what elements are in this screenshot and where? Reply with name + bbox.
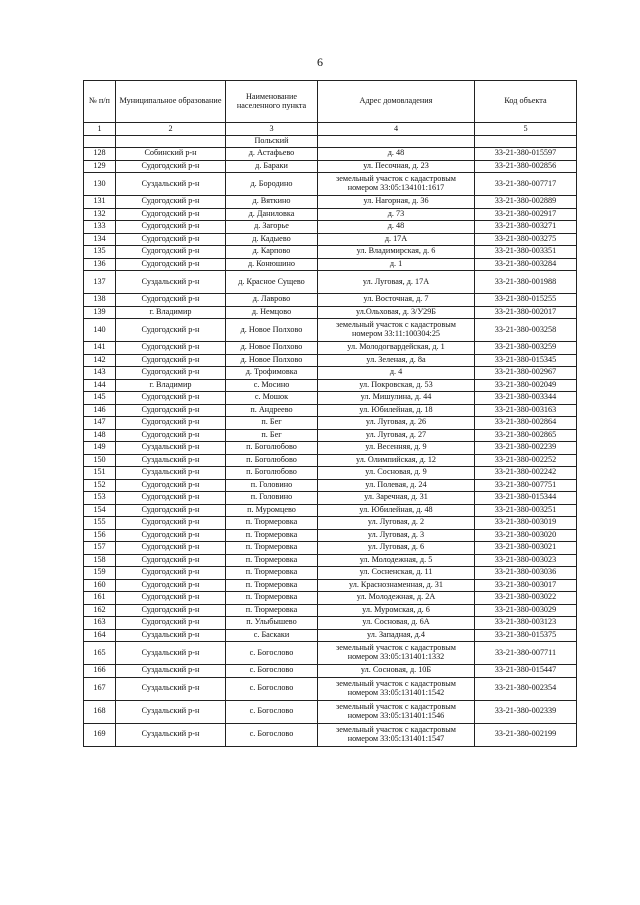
cell-address: ул. Зеленая, д. 8а	[318, 354, 475, 367]
cell-code: 33-21-380-003271	[475, 221, 577, 234]
table-row	[84, 617, 577, 630]
header-municipality: Муниципальное образование	[116, 81, 226, 123]
cell-municipality: Судогодский р-н	[116, 294, 226, 307]
cell-settlement: д. Конюшино	[226, 258, 318, 271]
cell-code: 33-21-380-003023	[475, 554, 577, 567]
cell-num: 146	[84, 404, 116, 417]
cell-num: 134	[84, 233, 116, 246]
table-row	[84, 221, 577, 234]
table-row	[84, 579, 577, 592]
cell-num: 149	[84, 442, 116, 455]
cell-code: 33-21-380-002889	[475, 196, 577, 209]
cell-num: 151	[84, 467, 116, 480]
cell-settlement: с. Мошок	[226, 392, 318, 405]
cell-municipality: Судогодский р-н	[116, 579, 226, 592]
cell-settlement: с. Баскаки	[226, 629, 318, 642]
table-row	[84, 542, 577, 555]
cell-num: 131	[84, 196, 116, 209]
cell-municipality: г. Владимир	[116, 306, 226, 319]
cell-num: 150	[84, 454, 116, 467]
table-row	[84, 504, 577, 517]
cell-municipality: Судогодский р-н	[116, 567, 226, 580]
table-row	[84, 665, 577, 678]
column-index-row	[84, 123, 577, 136]
cell-num: 144	[84, 379, 116, 392]
cell-code: 33-21-380-003021	[475, 542, 577, 555]
header-address: Адрес домовладения	[318, 81, 475, 123]
table-row	[84, 417, 577, 430]
cell-code: 33-21-380-007717	[475, 173, 577, 196]
cell-address: ул. Луговая, д. 6	[318, 542, 475, 555]
cell-settlement: п. Улыбышево	[226, 617, 318, 630]
cell-municipality: Суздальский р-н	[116, 723, 226, 746]
cell-municipality: Судогодский р-н	[116, 319, 226, 342]
cell-num: 155	[84, 517, 116, 530]
cell-code: 33-21-380-003017	[475, 579, 577, 592]
cell-settlement: Польский	[226, 136, 318, 148]
cell-code: 33-21-380-003123	[475, 617, 577, 630]
table-row	[84, 173, 577, 196]
cell-address: ул. Сосновая, д. 10Б	[318, 665, 475, 678]
column-index: 2	[116, 123, 226, 136]
table-row	[84, 404, 577, 417]
cell-municipality: Собинский р-н	[116, 148, 226, 161]
column-index: 5	[475, 123, 577, 136]
objects-table	[83, 80, 577, 747]
cell-municipality: Судогодский р-н	[116, 208, 226, 221]
cell-settlement: с. Богослово	[226, 700, 318, 723]
cell-num: 163	[84, 617, 116, 630]
cell-code: 33-21-380-003029	[475, 604, 577, 617]
cell-address: ул. Луговая, д. 27	[318, 429, 475, 442]
cell-num: 142	[84, 354, 116, 367]
table-row	[84, 467, 577, 480]
cell-num: 132	[84, 208, 116, 221]
cell-municipality: Судогодский р-н	[116, 354, 226, 367]
cell-address: ул. Краснознаменная, д. 31	[318, 579, 475, 592]
cell-num: 147	[84, 417, 116, 430]
cell-code: 33-21-380-003284	[475, 258, 577, 271]
cell-num: 165	[84, 642, 116, 665]
cell-address: земельный участок с кадастровым номером 33:05:131401:1332	[318, 642, 475, 665]
table-row	[84, 442, 577, 455]
cell-num: 154	[84, 504, 116, 517]
cell-num: 164	[84, 629, 116, 642]
cell-settlement: д. Трофимовка	[226, 367, 318, 380]
table-row	[84, 233, 577, 246]
cell-municipality: Судогодский р-н	[116, 160, 226, 173]
cell-num: 156	[84, 529, 116, 542]
cell-num: 135	[84, 246, 116, 259]
cell-address: ул. Владимирская, д. 6	[318, 246, 475, 259]
cell-address: ул. Сосновая, д. 6А	[318, 617, 475, 630]
table-row	[84, 258, 577, 271]
cell-address: ул. Заречная, д. 31	[318, 492, 475, 505]
cell-num: 143	[84, 367, 116, 380]
cell-address: ул. Юбилейная, д. 48	[318, 504, 475, 517]
cell-num: 140	[84, 319, 116, 342]
cell-settlement: п. Тюрмеровка	[226, 604, 318, 617]
cell-num: 130	[84, 173, 116, 196]
table-row	[84, 196, 577, 209]
cell-num: 169	[84, 723, 116, 746]
cell-settlement: с. Богослово	[226, 677, 318, 700]
column-index: 4	[318, 123, 475, 136]
header-code: Код объекта	[475, 81, 577, 123]
cell-settlement: с. Богослово	[226, 665, 318, 678]
cell-num: 141	[84, 342, 116, 355]
cell-num: 166	[84, 665, 116, 678]
cell-settlement: с. Богослово	[226, 642, 318, 665]
table-row	[84, 319, 577, 342]
cell-address: ул. Сосненская, д. 11	[318, 567, 475, 580]
cell-num: 153	[84, 492, 116, 505]
cell-num: 167	[84, 677, 116, 700]
table-row	[84, 517, 577, 530]
table-row	[84, 629, 577, 642]
page-number: 6	[317, 55, 323, 69]
cell-code: 33-21-380-003036	[475, 567, 577, 580]
cell-code: 33-21-380-003020	[475, 529, 577, 542]
cell-code: 33-21-380-015255	[475, 294, 577, 307]
cell-municipality: Судогодский р-н	[116, 258, 226, 271]
cell-settlement: д. Новое Полхово	[226, 319, 318, 342]
cell-settlement: д. Вяткино	[226, 196, 318, 209]
cell-settlement: п. Бег	[226, 417, 318, 430]
cell-num: 133	[84, 221, 116, 234]
cell-code: 33-21-380-015375	[475, 629, 577, 642]
table-row	[84, 306, 577, 319]
table-row	[84, 367, 577, 380]
cell-num: 162	[84, 604, 116, 617]
cell-address: д. 17А	[318, 233, 475, 246]
cell-code: 33-21-380-015447	[475, 665, 577, 678]
cell-settlement: д. Лаврово	[226, 294, 318, 307]
cell-settlement: д. Немцово	[226, 306, 318, 319]
cell-num: 136	[84, 258, 116, 271]
cell-code: 33-21-380-003163	[475, 404, 577, 417]
cell-settlement: п. Бег	[226, 429, 318, 442]
cell-settlement: п. Тюрмеровка	[226, 592, 318, 605]
cell-municipality: Судогодский р-н	[116, 404, 226, 417]
cell-code: 33-21-380-015344	[475, 492, 577, 505]
cell-municipality: г. Владимир	[116, 379, 226, 392]
cell-num: 159	[84, 567, 116, 580]
cell-municipality: Судогодский р-н	[116, 246, 226, 259]
column-index: 3	[226, 123, 318, 136]
cell-address: ул. Западная, д.4	[318, 629, 475, 642]
cell-settlement: д. Астафьево	[226, 148, 318, 161]
table-row	[84, 148, 577, 161]
table-row	[84, 208, 577, 221]
cell-code: 33-21-380-002856	[475, 160, 577, 173]
table-row	[84, 700, 577, 723]
column-index: 1	[84, 123, 116, 136]
cell-code: 33-21-380-002239	[475, 442, 577, 455]
cell-address: ул. Юбилейная, д. 18	[318, 404, 475, 417]
cell-municipality: Суздальский р-н	[116, 700, 226, 723]
cell-municipality: Судогодский р-н	[116, 504, 226, 517]
table-row	[84, 246, 577, 259]
cell-address: ул. Луговая, д. 2	[318, 517, 475, 530]
cell-code: 33-21-380-003019	[475, 517, 577, 530]
cell-address: д. 4	[318, 367, 475, 380]
cell-code: 33-21-380-002049	[475, 379, 577, 392]
cell-num: 152	[84, 479, 116, 492]
cell-address: ул. Молодежная, д. 2А	[318, 592, 475, 605]
cell-settlement: д. Карпово	[226, 246, 318, 259]
cell-settlement: п. Андреево	[226, 404, 318, 417]
cell-num: 160	[84, 579, 116, 592]
cell-settlement: д. Новое Полхово	[226, 342, 318, 355]
table-row	[84, 529, 577, 542]
cell-code: 33-21-380-002252	[475, 454, 577, 467]
cell-municipality: Суздальский р-н	[116, 442, 226, 455]
cell-municipality: Суздальский р-н	[116, 629, 226, 642]
cell-code: 33-21-380-015597	[475, 148, 577, 161]
cell-settlement: д. Кадыево	[226, 233, 318, 246]
cell-num: 129	[84, 160, 116, 173]
cell-address: земельный участок с кадастровым номером 33:11:100304:25	[318, 319, 475, 342]
cell-settlement: п. Боголюбово	[226, 454, 318, 467]
cell-municipality: Суздальский р-н	[116, 665, 226, 678]
cell-municipality: Суздальский р-н	[116, 454, 226, 467]
cell-code: 33-21-380-002339	[475, 700, 577, 723]
cell-municipality: Судогодский р-н	[116, 592, 226, 605]
cell-code	[475, 136, 577, 148]
cell-municipality: Судогодский р-н	[116, 196, 226, 209]
table-row	[84, 479, 577, 492]
cell-code: 33-21-380-002865	[475, 429, 577, 442]
cell-address: ул. Сосновая, д. 9	[318, 467, 475, 480]
cell-address: д. 48	[318, 148, 475, 161]
cell-municipality: Судогодский р-н	[116, 517, 226, 530]
cell-settlement: п. Тюрмеровка	[226, 517, 318, 530]
table-row	[84, 342, 577, 355]
table-row	[84, 723, 577, 746]
cell-num: 138	[84, 294, 116, 307]
cell-address: ул. Песочная, д. 23	[318, 160, 475, 173]
cell-municipality: Судогодский р-н	[116, 617, 226, 630]
cell-municipality: Судогодский р-н	[116, 417, 226, 430]
cell-settlement: п. Тюрмеровка	[226, 567, 318, 580]
cell-settlement: д. Новое Полхово	[226, 354, 318, 367]
cell-municipality: Судогодский р-н	[116, 554, 226, 567]
table-body	[84, 136, 577, 747]
table-row	[84, 454, 577, 467]
cell-code: 33-21-380-015345	[475, 354, 577, 367]
table-row	[84, 271, 577, 294]
cell-municipality: Судогодский р-н	[116, 542, 226, 555]
cell-address: ул. Мишулина, д. 44	[318, 392, 475, 405]
cell-address: ул. Олимпийская, д. 12	[318, 454, 475, 467]
cell-num: 161	[84, 592, 116, 605]
header-num: № п/п	[84, 81, 116, 123]
table-row	[84, 604, 577, 617]
cell-code: 33-21-380-002864	[475, 417, 577, 430]
cell-settlement: п. Головино	[226, 479, 318, 492]
cell-address: ул. Покровская, д. 53	[318, 379, 475, 392]
cell-num: 128	[84, 148, 116, 161]
cell-settlement: д. Даниловка	[226, 208, 318, 221]
cell-settlement: п. Тюрмеровка	[226, 554, 318, 567]
table-row	[84, 642, 577, 665]
cell-num: 158	[84, 554, 116, 567]
cell-address: ул.Ольховая, д. 3/У29Б	[318, 306, 475, 319]
cell-address: земельный участок с кадастровым номером 33:05:131401:1546	[318, 700, 475, 723]
cell-municipality: Судогодский р-н	[116, 479, 226, 492]
cell-num: 148	[84, 429, 116, 442]
cell-address: ул. Луговая, д. 17А	[318, 271, 475, 294]
cell-municipality: Судогодский р-н	[116, 233, 226, 246]
cell-municipality: Судогодский р-н	[116, 492, 226, 505]
cell-municipality: Судогодский р-н	[116, 392, 226, 405]
cell-municipality: Судогодский р-н	[116, 529, 226, 542]
cell-settlement: д. Загорье	[226, 221, 318, 234]
cell-code: 33-21-380-002199	[475, 723, 577, 746]
cell-address: ул. Молодогвардейская, д. 1	[318, 342, 475, 355]
cell-code: 33-21-380-002917	[475, 208, 577, 221]
cell-municipality: Судогодский р-н	[116, 221, 226, 234]
cell-settlement: с. Мосино	[226, 379, 318, 392]
cell-address: ул. Молодежная, д. 5	[318, 554, 475, 567]
table-row	[84, 294, 577, 307]
cell-code: 33-21-380-002354	[475, 677, 577, 700]
cell-code: 33-21-380-003275	[475, 233, 577, 246]
cell-municipality: Суздальский р-н	[116, 467, 226, 480]
cell-address: д. 1	[318, 258, 475, 271]
cell-municipality: Суздальский р-н	[116, 642, 226, 665]
cell-address: ул. Луговая, д. 3	[318, 529, 475, 542]
cell-num: 137	[84, 271, 116, 294]
cell-settlement: д. Бараки	[226, 160, 318, 173]
cell-settlement: п. Тюрмеровка	[226, 542, 318, 555]
cell-address: земельный участок с кадастровым номером 33:05:131401:1547	[318, 723, 475, 746]
cell-code: 33-21-380-007751	[475, 479, 577, 492]
cell-settlement: п. Тюрмеровка	[226, 529, 318, 542]
cell-code: 33-21-380-002967	[475, 367, 577, 380]
cell-num: 157	[84, 542, 116, 555]
table-row	[84, 554, 577, 567]
table-row	[84, 429, 577, 442]
cell-code: 33-21-380-003259	[475, 342, 577, 355]
cell-municipality: Суздальский р-н	[116, 677, 226, 700]
cell-num: 145	[84, 392, 116, 405]
cell-municipality: Судогодский р-н	[116, 367, 226, 380]
table-row	[84, 492, 577, 505]
cell-address: ул. Луговая, д. 26	[318, 417, 475, 430]
cell-address: земельный участок с кадастровым номером 33:05:131401:1542	[318, 677, 475, 700]
cell-code: 33-21-380-002242	[475, 467, 577, 480]
cell-settlement: п. Муромцево	[226, 504, 318, 517]
cell-address: ул. Весенняя, д. 9	[318, 442, 475, 455]
cell-code: 33-21-380-003344	[475, 392, 577, 405]
cell-settlement: п. Головино	[226, 492, 318, 505]
table-row	[84, 379, 577, 392]
cell-municipality: Суздальский р-н	[116, 173, 226, 196]
cell-code: 33-21-380-003251	[475, 504, 577, 517]
cell-address: ул. Восточная, д. 7	[318, 294, 475, 307]
table-row	[84, 677, 577, 700]
cell-municipality: Суздальский р-н	[116, 271, 226, 294]
cell-address: ул. Полевая, д. 24	[318, 479, 475, 492]
cell-code: 33-21-380-007711	[475, 642, 577, 665]
cell-settlement: с. Богослово	[226, 723, 318, 746]
continuation-row	[84, 136, 577, 148]
cell-municipality: Судогодский р-н	[116, 429, 226, 442]
cell-num: 139	[84, 306, 116, 319]
table-row	[84, 592, 577, 605]
cell-settlement: д. Красное Сущево	[226, 271, 318, 294]
cell-municipality	[116, 136, 226, 148]
cell-municipality: Судогодский р-н	[116, 342, 226, 355]
cell-municipality: Судогодский р-н	[116, 604, 226, 617]
cell-code: 33-21-380-001988	[475, 271, 577, 294]
cell-settlement: п. Тюрмеровка	[226, 579, 318, 592]
cell-code: 33-21-380-003351	[475, 246, 577, 259]
header-settlement: Наименование населенного пункта	[226, 81, 318, 123]
table-header-row	[84, 81, 577, 123]
cell-address: ул. Муромская, д. 6	[318, 604, 475, 617]
cell-address: земельный участок с кадастровым номером 33:05:134101:1617	[318, 173, 475, 196]
table-row	[84, 354, 577, 367]
cell-address: д. 73	[318, 208, 475, 221]
cell-num: 168	[84, 700, 116, 723]
cell-settlement: п. Боголюбово	[226, 467, 318, 480]
table-row	[84, 160, 577, 173]
cell-code: 33-21-380-003022	[475, 592, 577, 605]
cell-settlement: п. Боголюбово	[226, 442, 318, 455]
cell-address: д. 48	[318, 221, 475, 234]
table-row	[84, 567, 577, 580]
cell-num	[84, 136, 116, 148]
cell-code: 33-21-380-002017	[475, 306, 577, 319]
cell-code: 33-21-380-003258	[475, 319, 577, 342]
cell-settlement: д. Бородино	[226, 173, 318, 196]
cell-address: ул. Нагорная, д. 36	[318, 196, 475, 209]
cell-address	[318, 136, 475, 148]
table-row	[84, 392, 577, 405]
